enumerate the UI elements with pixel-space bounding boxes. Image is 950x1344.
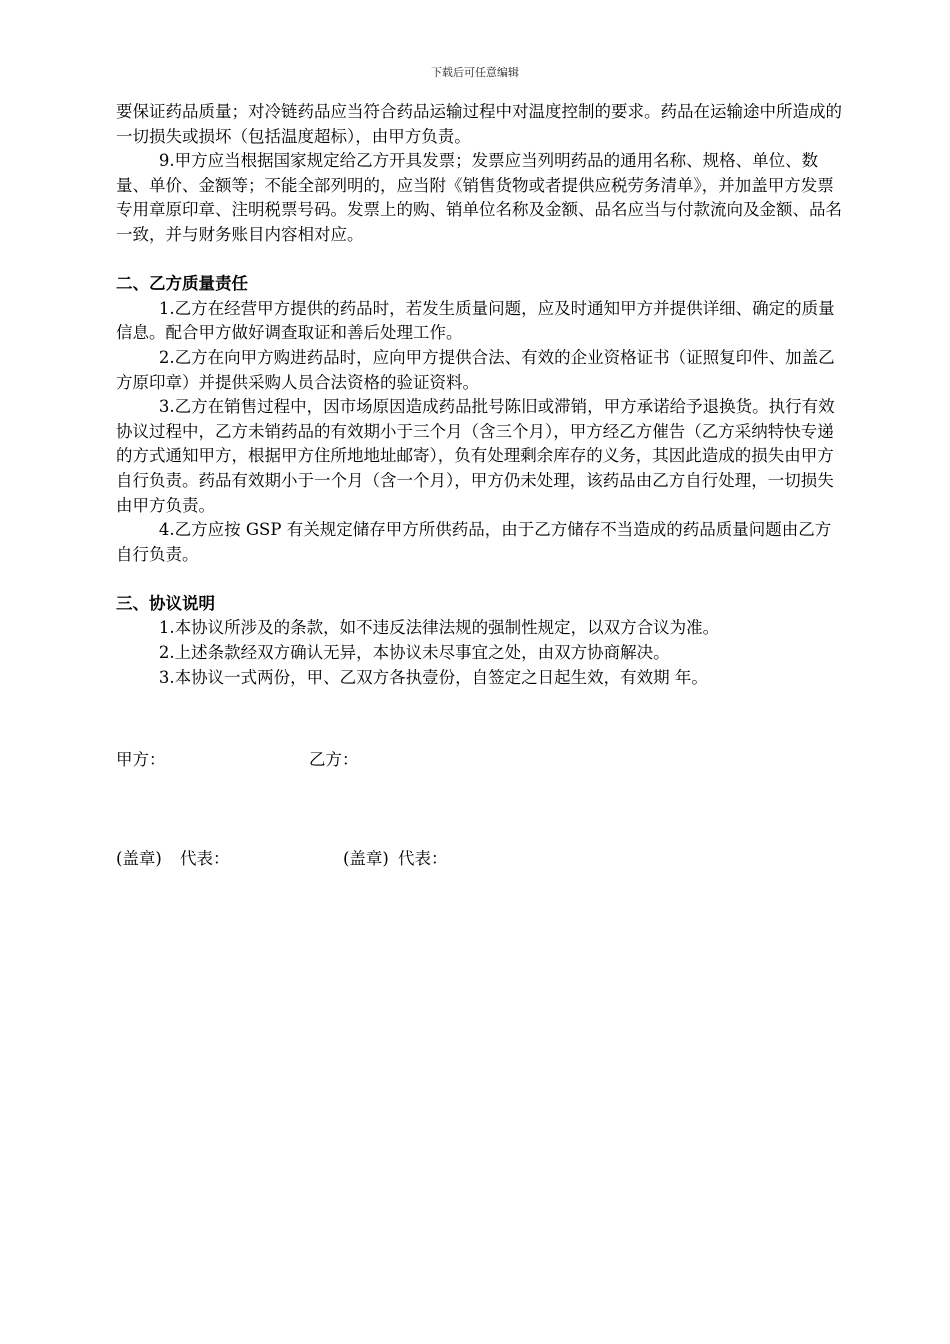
section-3-item-1: 1.本协议所涉及的条款，如不违反法律法规的强制性规定，以双方合议为准。 <box>158 618 720 638</box>
paragraph-item-9: 9.甲方应当根据国家规定给乙方开具发票；发票应当列明药品的通用名称、规格、单位、数量、单价、金额等；不能全部列明的，应当附《销售货物或者提供应税劳务清单》，并加盖甲方发票专用章原印章、注明税票号码。发票上的购、销单位名称及金额、品名应当与付款流向及金额、品名一致，并与财务账目内容相对应。 <box>116 151 842 244</box>
section-3-item-3: 3.本协议一式两份，甲、乙双方各执壹份，自签定之日起生效，有效期 年。 <box>158 667 708 687</box>
signature-parties-row <box>116 748 359 844</box>
section-2-item-3: 3.乙方在销售过程中，因市场原因造成药品批号陈旧或滞销，甲方承诺给予退换货。执行有效协议过程中，乙方未销药品的有效期小于三个月（含三个月），甲方经乙方催告（乙方采纳特快专递的方式通知甲方，根据甲方住所地地址邮寄），负有处理剩余库存的义务，其因此造成的损失由甲方自行负责。药品有效期小于一个月（含一个月），甲方仍未处理，该药品由乙方自行处理，一切损失由甲方负责。 <box>116 397 835 515</box>
section-2-item-1: 1.乙方在经营甲方提供的药品时，若发生质量问题，应及时通知甲方并提供详细、确定的质量信息。配合甲方做好调查取证和善后处理工作。 <box>116 298 835 343</box>
page-header: 下载后可任意编辑 <box>431 66 519 79</box>
section-3-item-2: 2.上述条款经双方确认无异，本协议未尽事宜之处，由双方协商解决。 <box>158 643 670 663</box>
party-a-label: 甲方： <box>116 750 166 769</box>
paragraph-intro: 要保证药品质量；对冷链药品应当符合药品运输过程中对温度控制的要求。药品在运输途中所造成的一切损失或损坏（包括温度超标），由甲方负责。 <box>116 102 842 146</box>
section-2-heading: 二、乙方质量责任 <box>116 274 248 294</box>
party-b-seal-label: (盖章) <box>343 849 389 868</box>
party-b-label: 乙方： <box>309 750 359 769</box>
signature-seal-row <box>116 847 448 991</box>
section-2-item-4: 4.乙方应按 GSP 有关规定储存甲方所供药品，由于乙方储存不当造成的药品质量问题由乙方自行负责。 <box>116 520 832 564</box>
section-3-heading: 三、协议说明 <box>116 593 215 613</box>
party-a-seal-label: (盖章) <box>116 849 162 868</box>
party-a-representative-label: 代表： <box>180 849 230 868</box>
section-2-item-2: 2.乙方在向甲方购进药品时，应向甲方提供合法、有效的企业资格证书（证照复印件、加盖乙方原印章）并提供采购人员合法资格的验证资料。 <box>116 347 835 392</box>
party-b-representative-label: 代表： <box>398 849 448 868</box>
document-body <box>116 100 846 690</box>
